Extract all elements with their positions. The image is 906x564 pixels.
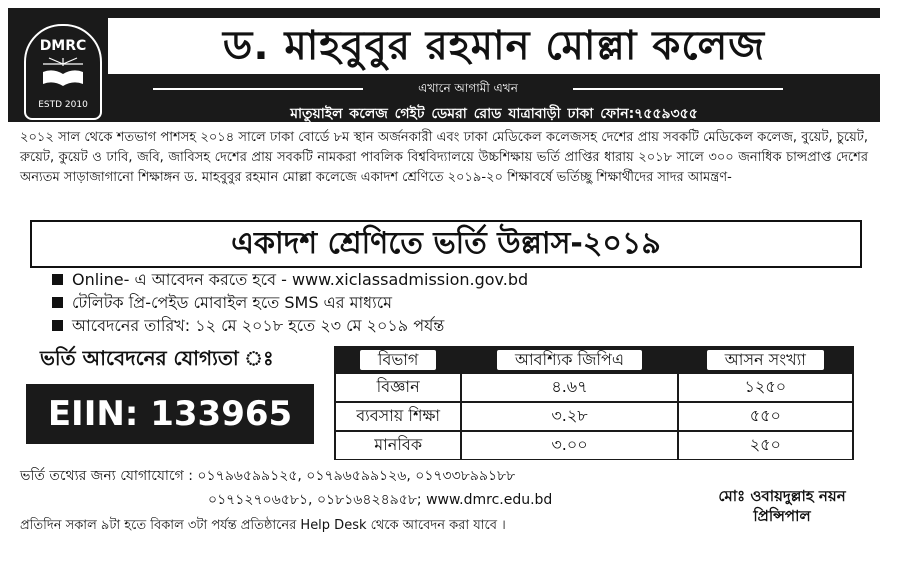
list-item — [52, 314, 772, 337]
helpdesk-note: প্রতিদিন সকাল ৯টা হতে বিকাল ৩টা পর্যন্ত প্রতিষ্ঠানের Help Desk থেকে আবেদন করা যাবে । — [20, 518, 506, 533]
intro-paragraph: ২০১২ সাল থেকে শতভাগ পাশসহ ২০১৪ সালে ঢাকা বোর্ডে ৮ম স্থান অর্জনকারী এবং ঢাকা মেডিকেল কলেজসহ দেশের প্রায় সবকটি মেডিকেল কলেজ, বুয়েট, চুয়েট, রুয়েট, কুয়েট ও ঢাবি, জবি, জাবিসহ দেশের প্রায় সবকটি নামকরা পাবলিক বিশ্ববিদ্যালয়ে উচ্চশিক্ষায় ভর্তি প্রাপ্তির ধারায় ২০১৮ সালে ৩০০ জনাধিক চান্সপ্রাপ্ত দেশের অন্যতম সাড়াজাগানো শিক্ষাঙ্গন ড. মাহবুবুর রহমান মোল্লা কলেজে একাদশ শ্রেণিতে ২০১৯-২০ শিক্ষাবর্ষে ভর্তিচ্ছু শিক্ষার্থীদের সাদর আমন্ত্রণ- — [20, 130, 868, 185]
contact-line-1: ভর্তি তথ্যের জন্য যোগাযোগে : ০১৭৯৬৫৯৯১২৫, ০১৭৯৬৫৯৯১২৬, ০১৭৩৩৮৯৯১৮৮ — [20, 468, 516, 484]
principal-signature — [684, 486, 880, 526]
principal-title: প্রিন্সিপাল — [753, 507, 811, 525]
table-row — [335, 373, 853, 402]
bullet-text: আবেদনের তারিখ: ১২ মে ২০১৮ হতে ২৩ মে ২০১৯ পর্যন্ত — [72, 316, 445, 335]
admission-banner: একাদশ শ্রেণিতে ভর্তি উল্লাস-২০১৯ — [30, 220, 862, 268]
column-header: আবশ্যিক জিপিএ — [461, 347, 677, 373]
address: মাতুয়াইল কলেজ গেইট ডেমরা রোড যাত্রাবাড়ী ঢাকা ফোন:৭৫৫৯৩৫৫ — [290, 106, 698, 122]
table-cell: ৩.২৮ — [461, 402, 677, 431]
table-cell: ব্যবসায় শিক্ষা — [335, 402, 461, 431]
table-cell: ৩.০০ — [461, 431, 677, 460]
principal-name: মোঃ ওবায়দুল্লাহ নয়ন — [718, 487, 846, 505]
list-item — [52, 291, 772, 314]
table-row — [335, 402, 853, 431]
table-row — [335, 431, 853, 460]
list-item — [52, 268, 772, 291]
square-bullet-icon — [52, 297, 63, 308]
table-cell: বিজ্ঞান — [335, 373, 461, 402]
table-cell: মানবিক — [335, 431, 461, 460]
column-header: বিভাগ — [335, 347, 461, 373]
bullet-list — [52, 268, 772, 337]
square-bullet-icon — [52, 274, 63, 285]
bullet-text: Online- এ আবেদন করতে হবে - www.xiclassadmission.gov.bd — [72, 270, 529, 289]
eligibility-table — [334, 346, 854, 461]
table-cell: ৪.৬৭ — [461, 373, 677, 402]
college-title: ড. মাহবুবুর রহমান মোল্লা কলেজ — [108, 18, 880, 74]
logo-abbr: DMRC — [39, 38, 87, 54]
table-cell: ১২৫০ — [678, 373, 853, 402]
tagline: এখানে আগামী এখন — [368, 80, 568, 96]
content-panel — [16, 128, 872, 458]
eiin-box: EIIN: 133965 — [26, 384, 314, 444]
column-header: আসন সংখ্যা — [678, 347, 853, 373]
table-header-row — [335, 347, 853, 373]
header — [8, 8, 880, 122]
book-icon — [41, 56, 85, 86]
table-cell: ২৫০ — [678, 431, 853, 460]
logo-estd: ESTD 2010 — [38, 100, 88, 110]
contact-line-2: ০১৭১২৭০৬৫৮১, ০১৮১৬৪২৪৯৫৮; www.dmrc.edu.bd — [208, 492, 553, 508]
eligibility-label: ভর্তি আবেদনের যোগ্যতা ঃ — [40, 346, 274, 370]
table-cell: ৫৫০ — [678, 402, 853, 431]
college-logo — [24, 24, 102, 120]
square-bullet-icon — [52, 320, 63, 331]
footer — [8, 460, 880, 550]
bullet-text: টেলিটক প্রি-পেইড মোবাইল হতে SMS এর মাধ্যমে — [72, 293, 393, 312]
